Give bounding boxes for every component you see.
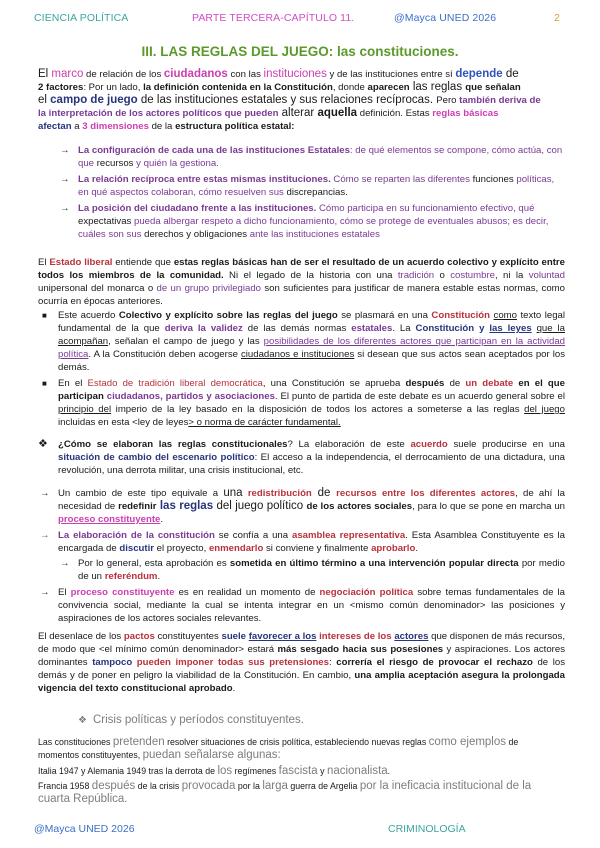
crisis-line: Francia 1958 después de la crisis provocada por la larga guerra de Argelia por la ineficacia institucional de la cuarta República. [38,780,532,805]
list-item: → La relación recíproca entre estas mismas instituciones. Cómo se reparten las diferentes funciones políticas, en qué aspectos colaboran, cómo resuelven sus discrepancias. [60,174,555,198]
list-item: → La configuración de cada una de las instituciones Estatales: de qué elementos se compone, cómo actúa, con que recursos y quién la gestiona. [60,145,563,169]
arrow-right-icon: → [40,587,50,598]
header-chapter: PARTE TERCERA-CAPÍTULO 11. [192,12,355,24]
bullet-icon: ■ [42,379,47,388]
header-page-number: 2 [554,12,560,24]
list-item: ■ Este acuerdo Colectivo y explícito sobre las reglas del juego se plasmará en una Constitución como texto legal fundamental de la que deriva la validez de las demás normas estatales. La Constitución y las leyes que la acompañan, señalan el campo de juego y las posibilidades de los diferentes actores que participan en la actividad política. A la Constitución deben acogerse ciudadanos e instituciones si desean que sus actos sean aceptados por los demás. [42,310,566,373]
list-item: → Por lo general, esta aprobación es sometida en último término a una intervención popular directa por medio de un referéndum. [60,558,566,582]
intro-paragraph: El marco de relación de los ciudadanos con las instituciones y de las instituciones entre sí depende de 2 factores: Por un lado, la definición contenida en la Constitución, donde aparecen las reglas que señalan el campo de juego de las instituciones estatales y sus relaciones recíprocas. Pero también deriva de la interpretación de los actores políticos que pueden alterar aquella definición. Estas reglas básicas afectan a 3 dimensiones de la estructura política estatal: [38,68,541,132]
process-list [40,487,565,626]
dimensions-list [60,144,565,242]
crisis-line: Las constituciones pretenden resolver situaciones de crisis política, estableciendo nuevas reglas como ejemplos de [38,736,519,748]
section-title: III. LAS REGLAS DEL JUEGO: las constituciones. [141,44,459,59]
list-item: → La posición del ciudadano frente a las instituciones. Cómo participa en su funcionamiento efectivo, qué expectativas pueda albergar respeto a dicho funcionamiento, cómo se protege de eventuales abusos; es decir, cuáles son sus derechos y obligaciones ante las instituciones estatales [60,203,549,240]
header-author-org: UNED 2026 [439,12,497,24]
arrow-right-icon: → [60,145,70,156]
outcome-paragraph: El desenlace de los pactos constituyentes suele favorecer a los intereses de los actores que disponen de más recursos, de modo que <el mínimo común denominador> estará más sesgado hacia sus posesiones y aspiraciones. Los actores dominantes tampoco pueden imponer todas sus pretensiones: correría el riesgo de provocar el rechazo de los demás y de poner en peligro la viabilidad de la Constitución. En cambio, una amplia aceptación asegura la prolongada vigencia del texto constitucional aprobado. [38,631,566,694]
crisis-line: Italia 1947 y Alemania 1949 tras la derrota de los regímenes fascista y nacionalista. [38,765,391,777]
list-item: ■ En el Estado de tradición liberal democrática, una Constitución se aprueba después de un debate en el que participan ciudadanos, partidos y asociaciones. El punto de partida de este debate es un acuerdo general sobre el principio del imperio de la ley basado en la disposición de todos los actores a someterse a las reglas del juego incluidas en esta <ley de leyes> o norma de carácter fundamental. [42,378,565,428]
list-item: ❖ ¿Cómo se elaboran las reglas constitucionales? La elaboración de este acuerdo suele producirse en una situación de cambio del escenario político: El acceso a la independencia, el derrocamiento de una dictadura, una revolución, una derrota militar, una crisis institucional, etc. [38,438,566,476]
diamond-bullet-icon: ❖ [38,438,48,450]
crisis-paragraph [38,736,565,806]
header-author [394,12,496,24]
arrow-right-icon: → [60,558,70,569]
footer-author-handle: @Mayca [34,823,76,835]
arrow-right-icon: → [60,203,70,214]
bullet-icon: ■ [42,311,47,320]
footer-subject: CRIMINOLOGÍA [388,823,466,835]
subsection-heading: ❖ Crisis políticas y períodos constituyentes. [78,714,304,726]
crisis-line: momentos constituyentes, puedan señalarse algunas: [38,749,281,761]
list-item: → El proceso constituyente es en realidad un momento de negociación política sobre temas fundamentales de la convivencia social, mediante la cual se intenta integrar en un <mismo común denominador> las posiciones y aspiraciones de los actores sociales relevantes. [40,587,565,624]
diamond-bullet-icon: ❖ [78,715,87,726]
footer-author-org: UNED 2026 [78,823,135,835]
footer-author [34,823,135,835]
header-author-handle: @Mayca [394,12,437,24]
arrow-right-icon: → [60,174,70,185]
list-item: → Un cambio de este tipo equivale a una redistribución de recursos entre los diferentes actores, de ahí la necesidad de redefinir las reglas del juego político de los actores sociales, para lo que se pone en marcha un proceso constituyente. [40,487,565,525]
arrow-right-icon: → [40,530,50,541]
liberal-state-paragraph: El Estado liberal entiende que estas reglas básicas han de ser el resultado de un acuerdo colectivo y explícito entre todos los miembros de la comunidad. Ni el legado de la historia con una tradición o costumbre, ni la voluntad unipersonal del monarca o de un grupo privilegiado son suficientes para justificar de manera estable estas normas, como ocurría en épocas anteriores. [38,257,565,307]
list-item: → La elaboración de la constitución se confía a una asamblea representativa. Esta Asamblea Constituyente es la encargada de discutir el proyecto, enmendarlo si conviene y finalmente aprobarlo. [40,530,565,554]
arrow-right-icon: → [40,488,50,499]
question-block [38,438,565,477]
header-subject: CIENCIA POLÍTICA [34,12,129,24]
constitution-bullets [38,309,565,430]
